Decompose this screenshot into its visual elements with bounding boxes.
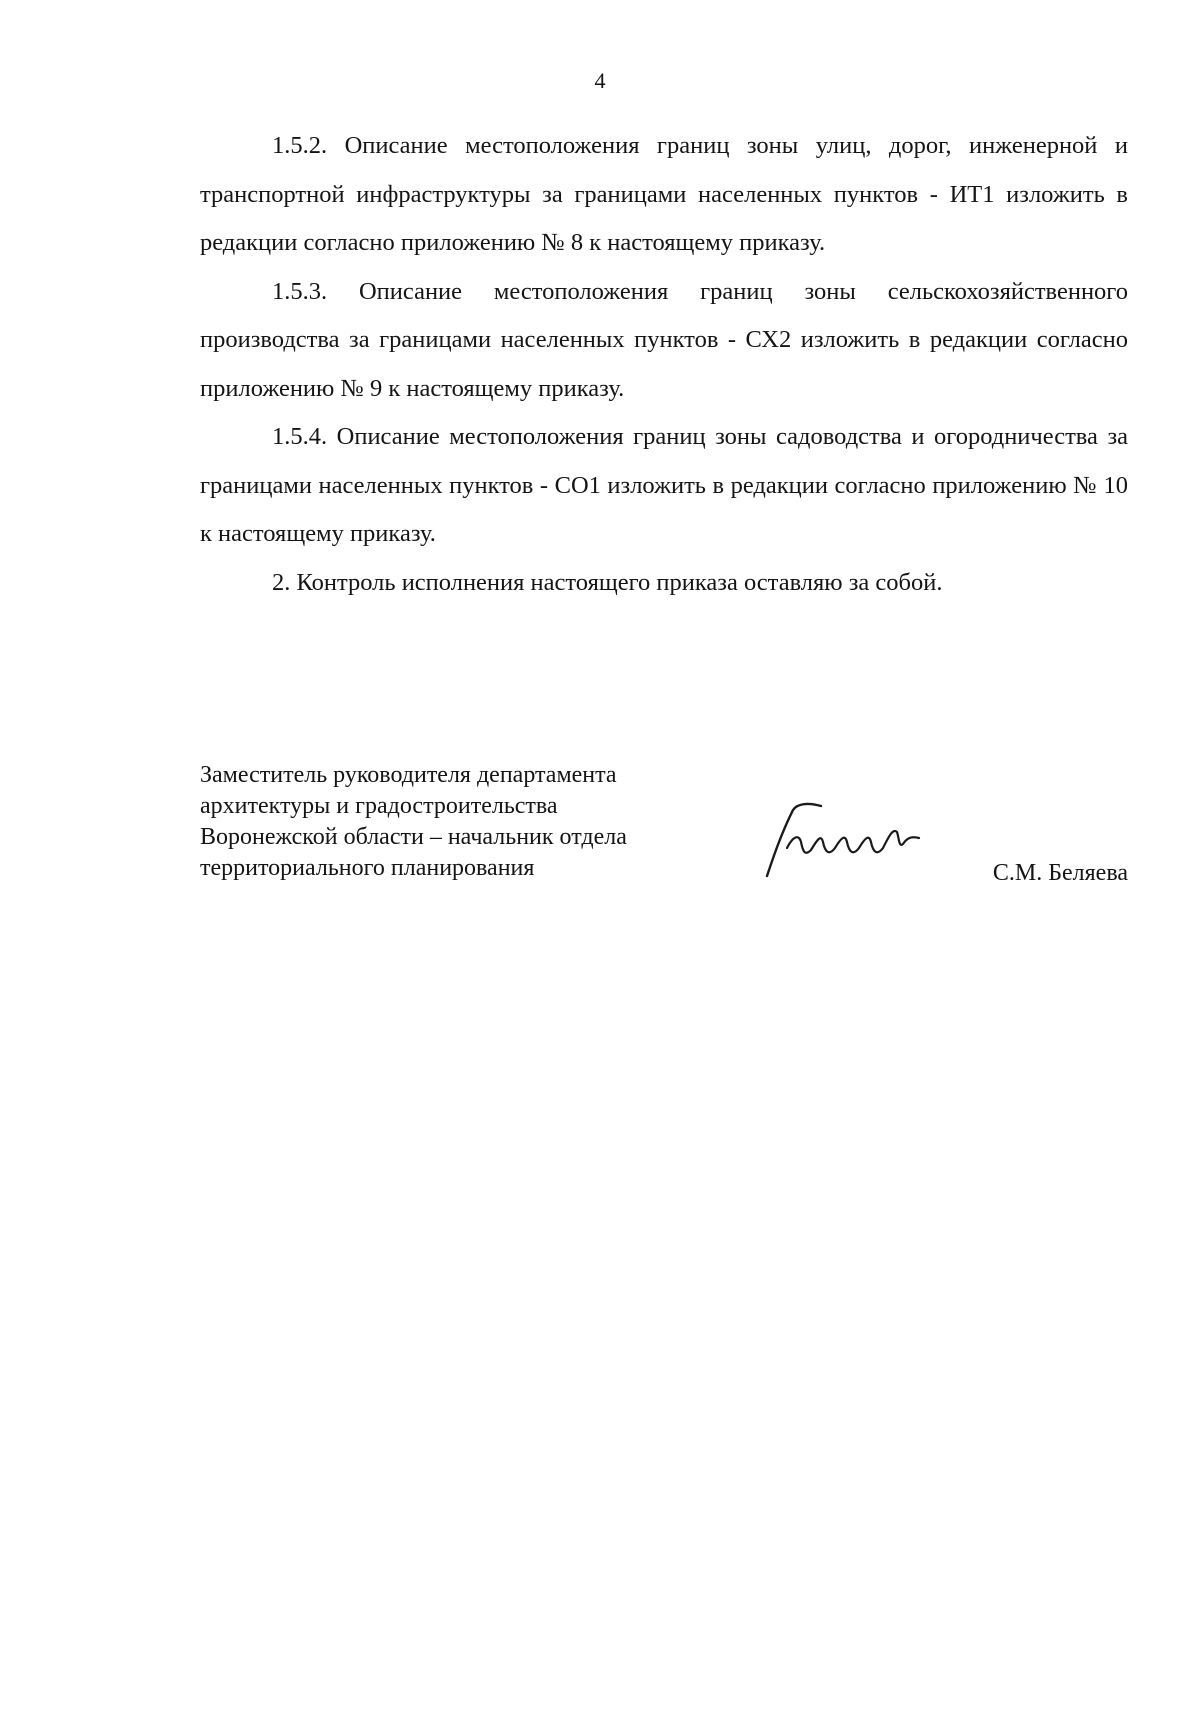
paragraph-1-5-3: 1.5.3. Описание местоположения границ зоны сельскохозяйственного производства за границами населенных пунктов - СХ2 изложить в редакции согласно приложению № 9 к настоящему приказу. <box>200 277 1128 402</box>
signer-position-line: архитектуры и градостроительства <box>200 793 558 819</box>
paragraph-1-5-4: 1.5.4. Описание местоположения границ зоны садоводства и огородничества за границами населенных пунктов - СО1 изложить в редакции согласно приложению № 10 к настоящему приказу. <box>200 423 1128 547</box>
signature-block <box>200 760 1128 900</box>
signer-position-line: Заместитель руководителя департамента <box>200 762 617 788</box>
signer-position-line: территориального планирования <box>200 855 535 881</box>
handwritten-signature-icon <box>763 800 938 880</box>
document-body <box>200 122 1128 607</box>
page-number: 4 <box>594 68 606 93</box>
signer-position-line: Воронежской области – начальник отдела <box>200 824 627 850</box>
signer-name: С.М. Беляева <box>992 860 1128 886</box>
signer-position <box>200 760 627 884</box>
paragraph-1-5-2: 1.5.2. Описание местоположения границ зоны улиц, дорог, инженерной и транспортной инфраструктуры за границами населенных пунктов - ИТ1 изложить в редакции согласно приложению № 8 к настоящему приказу. <box>200 132 1128 256</box>
paragraph-2: 2. Контроль исполнения настоящего приказа оставляю за собой. <box>272 568 943 596</box>
